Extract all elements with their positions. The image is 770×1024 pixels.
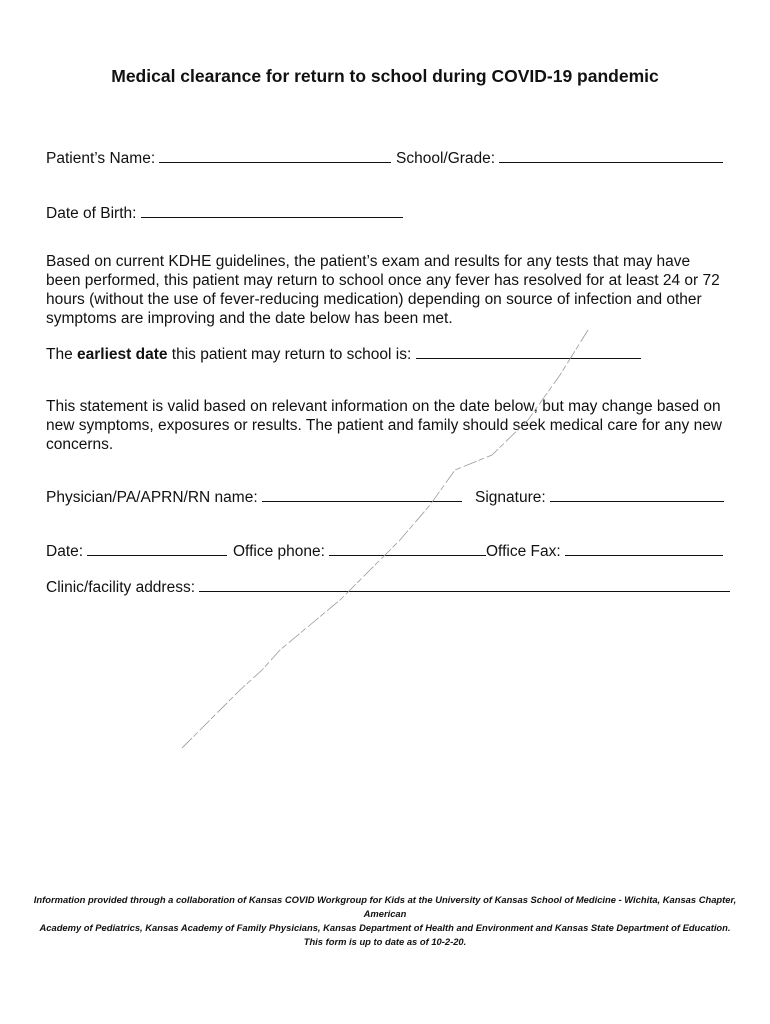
patient-name-label: Patient’s Name: (46, 150, 156, 167)
earliest-suffix: this patient may return to school is: (167, 346, 412, 363)
footer-note (30, 893, 740, 949)
physician-label: Physician/PA/APRN/RN name: (46, 489, 258, 506)
school-grade-label: School/Grade: (396, 150, 496, 167)
clinic-address-label: Clinic/facility address: (46, 579, 196, 596)
office-phone-label: Office phone: (233, 543, 325, 560)
office-fax-label: Office Fax: (486, 543, 561, 560)
statement-paragraph: This statement is valid based on relevant information on the date below, but may change based on new symptoms, exposures or results. The patient and family should seek medical care for any new concerns. (46, 398, 723, 453)
footer-line-1: Information provided through a collaboration of Kansas COVID Workgroup for Kids at the University of Kansas School of Medicine - Wichita, Kansas Chapter, American (33, 894, 737, 919)
date-label: Date: (46, 543, 84, 560)
footer-line-3: This form is up to date as of 10-2-20. (303, 936, 467, 947)
earliest-prefix: The (46, 346, 78, 363)
earliest-bold: earliest date (77, 346, 168, 363)
signature-label: Signature: (475, 489, 546, 506)
dob-label: Date of Birth: (46, 205, 137, 222)
form-title: Medical clearance for return to school during COVID-19 pandemic (111, 66, 659, 86)
guidelines-paragraph: Based on current KDHE guidelines, the patient’s exam and results for any tests that may have been performed, this patient may return to school once any fever has resolved for at least 24 or 72 hours (without the use of fever-reducing medication) depending on source of infection and other symptoms are improving and the date below has been met. (46, 253, 720, 327)
footer-line-2: Academy of Pediatrics, Kansas Academy of Family Physicians, Kansas Department of Health and Environment and Kansas State Department of Education. (39, 922, 731, 933)
